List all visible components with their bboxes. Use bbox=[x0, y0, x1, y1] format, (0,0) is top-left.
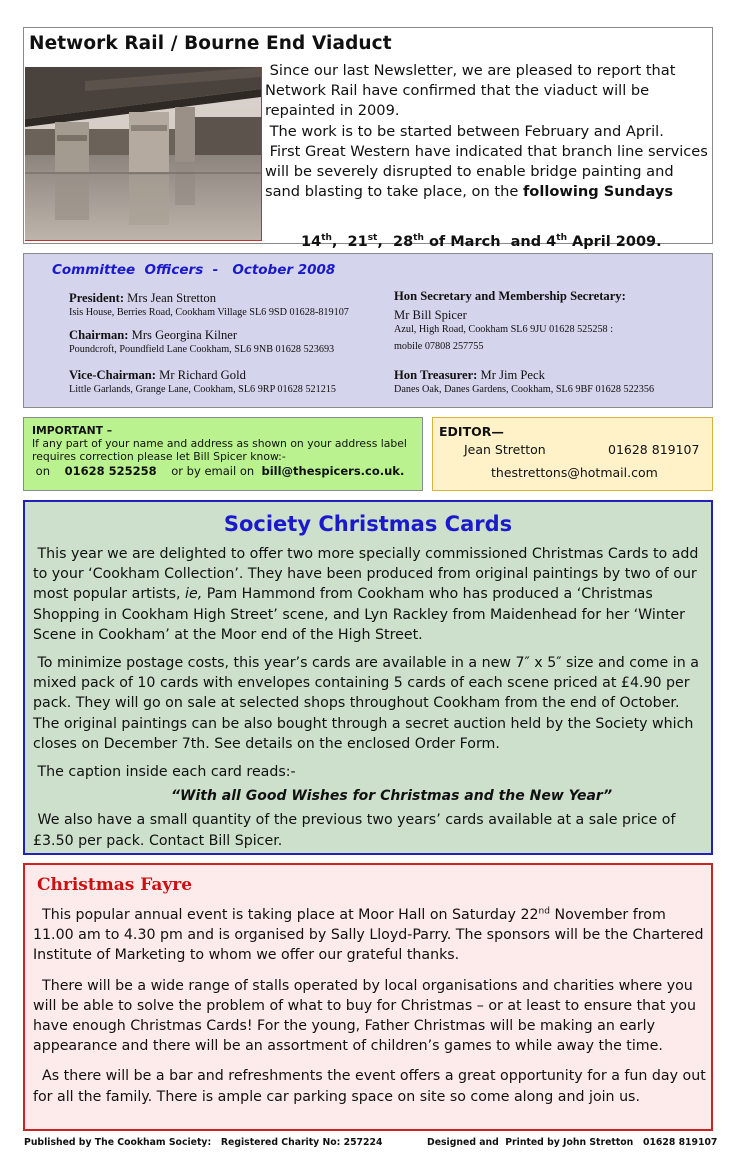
following-sundays: following Sundays bbox=[522, 183, 674, 201]
cards-paragraph: We also have a small quantity of the previous two years’ cards available at a sale price of £3.50 per pack. Contact Bill Spicer. bbox=[33, 812, 676, 849]
viaduct-title: Network Rail / Bourne End Viaduct bbox=[29, 33, 392, 54]
christmas-cards-article bbox=[23, 500, 713, 855]
important-on: on bbox=[35, 464, 50, 478]
fayre-paragraph: As there will be a bar and refreshments the event offers a great opportunity for a fun day out for all the family. There is ample car parking space on site so come along and join us. bbox=[33, 1068, 706, 1105]
bridge-photo bbox=[25, 67, 262, 241]
important-or-email: or by email on bbox=[171, 464, 255, 478]
viaduct-text bbox=[265, 61, 711, 202]
editor-phone: 01628 819107 bbox=[608, 442, 700, 457]
officer-chairman: Chairman: Mrs Georgina Kilner Poundcroft, Poundfield Lane Cookham, SL6 9NB 01628 523693 bbox=[69, 328, 335, 355]
viaduct-paragraph: First Great Western have indicated that branch line services will be severely disrupted to enable bridge painting and sand blasting to take place, on the following Sundays bbox=[265, 142, 708, 201]
footer-printer: Designed and Printed by John Stretton 01628 819107 bbox=[427, 1137, 718, 1148]
important-heading: IMPORTANT – bbox=[32, 424, 113, 437]
editor-name: Jean Stretton bbox=[464, 442, 546, 457]
sunday-dates: 14th, 21st, 28th of March and 4th April 2009. bbox=[301, 233, 662, 250]
contact-phone: 01628 525258 bbox=[64, 464, 157, 478]
officer-address: Poundcroft, Poundfield Lane Cookham, SL6 9NB 01628 523693 bbox=[69, 344, 335, 355]
editor-email-link[interactable]: thestrettons@hotmail.com bbox=[491, 465, 658, 480]
contact-email-link[interactable]: bill@thespicers.co.uk. bbox=[261, 464, 405, 478]
viaduct-paragraph: Since our last Newsletter, we are pleased to report that Network Rail have confirmed that the viaduct will be repainted in 2009. bbox=[265, 62, 676, 120]
officer-secretary: Hon Secretary and Membership Secretary: Mr Bill Spicer Azul, High Road, Cookham SL6 9JU 01628 525258 : mobile 07808 257755 bbox=[394, 289, 626, 352]
committee-title: Committee Officers - October 2008 bbox=[52, 262, 336, 278]
viaduct-paragraph: The work is to be started between February and April. bbox=[269, 122, 664, 140]
officer-president: President: Mrs Jean Stretton Isis House, Berries Road, Cookham Village SL6 9SD 01628-819107 bbox=[69, 291, 349, 318]
caption-intro: The caption inside each card reads:- bbox=[37, 764, 296, 781]
committee-officers bbox=[23, 253, 713, 408]
officer-address: Little Garlands, Grange Lane, Cookham, SL6 9RP 01628 521215 bbox=[69, 384, 337, 395]
officer-address: Azul, High Road, Cookham SL6 9JU 01628 525258 : bbox=[394, 324, 614, 335]
christmas-fayre-article bbox=[23, 863, 713, 1131]
cards-paragraph: To minimize postage costs, this year’s cards are available in a new 7″ x 5″ size and come in a mixed pack of 10 cards with envelopes containing 5 cards of each scene priced at £4.90 per pack. They will go on sale at selected shops throughout Cookham from the end of October. The original paintings can be also bought through a secret auction held by the Society which closes on December 7th. See details on the enclosed Order Form. bbox=[33, 655, 699, 752]
fayre-paragraph: There will be a wide range of stalls operated by local organisations and charities where you will be able to solve the problem of what to buy for Christmas – or at least to ensure that you have enough Christmas Cards! For the young, Father Christmas will be making an early appearance and there will be an assortment of children’s games to while away the time. bbox=[33, 977, 696, 1055]
footer-publisher: Published by The Cookham Society: Registered Charity No: 257224 bbox=[24, 1137, 383, 1148]
officer-address: Danes Oak, Danes Gardens, Cookham, SL6 9BF 01628 522356 bbox=[394, 384, 655, 395]
editor-box bbox=[432, 417, 713, 491]
card-caption: “With all Good Wishes for Christmas and the New Year” bbox=[171, 788, 613, 805]
fayre-title: Christmas Fayre bbox=[37, 875, 193, 895]
fayre-paragraph: This popular annual event is taking place at Moor Hall on Saturday 22nd November from 11.00 am to 4.30 pm and is organised by Sally Lloyd-Parry. The sponsors will be the Chartered Institute of Marketing to whom we offer our grateful thanks. bbox=[33, 906, 704, 964]
officer-address: Isis House, Berries Road, Cookham Village SL6 9SD 01628-819107 bbox=[69, 307, 349, 318]
cards-paragraph: This year we are delighted to offer two more specially commissioned Christmas Cards to add to your ‘Cookham Collection’. They have been produced from original paintings by two of our most popular artists, ie, Pam Hammond from Cookham who has produced a ‘Christmas Shopping in Cookham High Street’ scene, and Lyn Rackley from Maidenhead for her ‘Winter Scene in Cookham’ at the Moor end of the High Street. bbox=[33, 546, 699, 643]
officer-mobile: mobile 07808 257755 bbox=[394, 341, 484, 352]
editor-heading: EDITOR— bbox=[439, 424, 504, 439]
cards-title: Society Christmas Cards bbox=[223, 512, 513, 536]
important-text: If any part of your name and address as shown on your address label requires correction please let Bill Spicer know:- bbox=[32, 437, 407, 463]
officer-treasurer: Hon Treasurer: Mr Jim Peck Danes Oak, Danes Gardens, Cookham, SL6 9BF 01628 522356 bbox=[394, 368, 655, 395]
viaduct-article bbox=[23, 27, 713, 250]
officer-vice-chairman: Vice-Chairman: Mr Richard Gold Little Garlands, Grange Lane, Cookham, SL6 9RP 01628 521215 bbox=[69, 368, 337, 395]
important-notice bbox=[23, 417, 423, 491]
